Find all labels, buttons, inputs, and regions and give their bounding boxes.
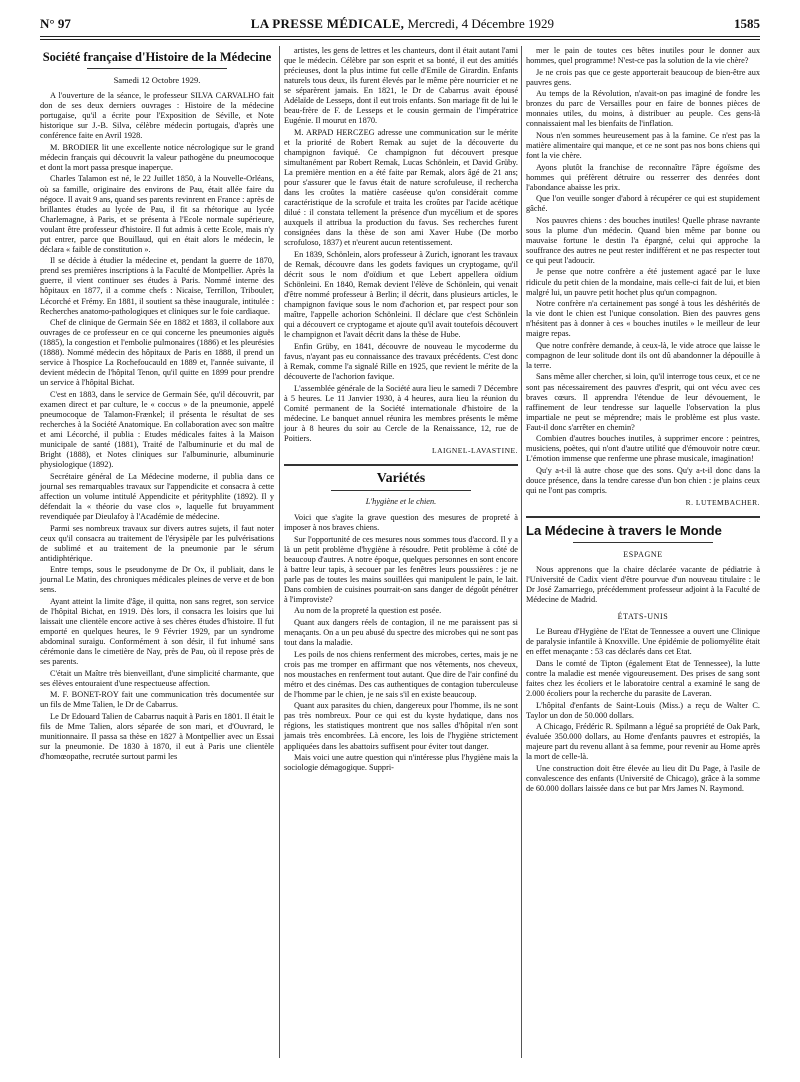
paragraph: artistes, les gens de lettres et les chanteurs, dont il était autant l'ami que le médecin. Célèbre par son esprit et sa bonté, il eut des amitiés précieuses, dont la plus intime fut celle d'Emile de Girardin. Enfants naturels tous deux, ils furent élevés par le même père nourricier et ne se séparèrent jamais. En 1821, le Dr de Cabarrus avait épousé Adélaïde de Lesseps, dont il eut trois enfants. Son mariage fit de lui le beau-frère de F. de Lesseps et le cousin germain de l'impératrice Eugénie. Il mourut en 1870. [284,46,518,126]
paragraph: Nous apprenons que la chaire déclarée vacante de pédiatrie à l'Université de Cadix vient d'être pourvue d'un nouveau titulaire : le Dr José Zamarriego, précédemment professeur adjoint à la Faculté de Médecine de Madrid. [526,565,760,605]
paragraph: A l'ouverture de la séance, le professeur SILVA CARVALHO fait don de ses deux derniers ouvrages : Histoire de la médecine portugaise, qu'il a écrite pour l'Exposition de Séville, et Note historique sur J.-B. Silva, célèbre médecin portugais, d'après une conférence faite en Avril 1928. [40,91,274,141]
article-subtitle: L'hygiène et le chien. [365,496,437,506]
paragraph: Je pense que notre confrère a été justement agacé par le luxe ridicule du petit chien de la mondaine, mais celle-ci fait de lui, et bien malgré lui, un pauvre petit hochet plus qu'un compagnon. [526,267,760,297]
page-header [40,14,760,34]
paragraph: Charles Talamon est né, le 22 Juillet 1850, à la Nouvelle-Orléans, où sa famille, originaire des environs de Pau, était allée faire du négoce. Il avait 9 ans, quand ses parents revinrent en France : après de brillantes études au lycée de Pau, il fit sa rhétorique au lycée Charlemagne, à Paris, et se présenta à l'Ecole normale supérieure, voulant être professeur d'histoire. Il fut admis à cette Ecole, mais n'y put entrer, parce que Bouillaud, qui en était alors le médecin, le déclara « faible de constitution ». [40,174,274,254]
section-separator [526,516,760,518]
paragraph: Entre temps, sous le pseudonyme de Dr Ox, il publiait, dans le journal Le Matin, des chroniques médicales pleines de verve et de bon sens. [40,565,274,595]
paragraph: M. BRODIER lit une excellente notice nécrologique sur le grand médecin français qui découvrit la valeur pathogène du pneumocoque et dont la mort passa presque inaperçue. [40,142,274,172]
paragraph: C'est en 1883, dans le service de Germain Sée, qu'il découvrit, par examen direct et par culture, le « coccus » de la pneumonie, appelé pneumocoque de Talamon-Frænkel; il présenta le résultat de ses recherches à la Société Anatomique. En collaboration avec son maître et ami Lécorché, il publia : Etudes médicales faites à la Maison municipale de santé (1881), Traité de l'albuminurie et du mal de Bright (1888), et Notes cliniques sur l'albuminurie, albuminurie physiologique (1892). [40,389,274,470]
paragraph: Ayons plutôt la franchise de reconnaître l'âpre égoïsme des hommes qui préfèrent détruire ou resserrer des denrées dont l'abondance abaisse les prix. [526,162,760,192]
paragraph: Il se décide à étudier la médecine et, pendant la guerre de 1870, prend ses premières inscriptions à la Faculté de Montpellier. Après la guerre, il vient continuer ses études à Paris. Nommé interne des hôpitaux en 1877, il a comme chefs : Nicaise, Terrillon, Tribouleт, Lécorché et Frémy. En 1881, il soutient sa thèse inaugurale, intitulée : Recherches anatomo-pathologiques et cliniques sur le foie cardiaque. [40,256,274,316]
paragraph: Combien d'autres bouches inutiles, à supprimer encore : peintres, musiciens, poètes, qui n'ont d'autre utilité que d'émouvoir notre cœur. L'émotion immense que renferme une phrase musicale, imagination! [526,434,760,464]
page-number: 1585 [734,16,760,31]
paragraph: Nous n'en sommes heureusement pas à la famine. Ce n'est pas la matière alimentaire qui manque, et ce ne sont pas nos bons chiens qui font la vie chère. [526,130,760,160]
paragraph: Au nom de la propreté la question est posée. [294,606,442,616]
article-body-hygiene-continued [526,46,760,496]
paragraph: Sans même aller chercher, si loin, qu'il interroge tous ceux, et ce ne sont pas nécessairement des pauvres d'esprit, qui ont vécu avec ces braves cœurs. Il apprendra l'étendue de leur dévouement, le raffinement de leur tendresse sur laquelle l'observation la plus impartiale ne peut se méprendre; mais le problème est plus vaste. Faut-il donc s'arrêter en chemin? [526,372,760,432]
paragraph: Enfin Grüby, en 1841, découvre de nouveau le mycoderme du favus, n'ayant pas eu connaissance des travaux précédents. C'est donc à Remak, comme l'a signalé Rille en 1925, que revient le mérite de la découverte de l'achorion favique. [284,341,518,381]
paragraph: L'assemblée générale de la Société aura lieu le samedi 7 Décembre à 5 heures. Le 11 Janvier 1930, à 4 heures, aura lieu la réunion du Comité permanent de la Société internationale d'histoire de la médecine. Le banquet annuel réunira les membres présents le même jour à 8 heures du soir au Cercle de la Renaissance, 12, rue de Poitiers. [284,383,518,443]
paragraph: Notre confrère n'a certainement pas songé à tous les déshérités de la vie dont le chien est l'unique consolation. Bien des pauvres gens n'hésitent pas à donner à ces « bouches inutiles » le meilleur de leur maigre repas. [526,299,760,339]
article-body-continued [284,46,518,444]
paragraph: Au temps de la Révolution, n'avait-on pas imaginé de fondre les bronzes du parc de Versailles pour en faire de bonnes pièces de monnaies utiles, du moins, à distribuer au peuple. Ces gens-là connaissaient mal les bienfaits de l'inflation. [526,89,760,129]
issue-date: Mercredi, 4 Décembre 1929 [407,16,555,31]
news-etats-unis [526,627,760,794]
column-2 [284,46,518,773]
paragraph: Parmi ses nombreux travaux sur divers autres sujets, il faut noter ceux qu'il consacra au traitement de l'érysipèle par les pulvérisations de sublimé et au traitement de la pneumonie par le sérum antidiphtérique. [40,523,274,563]
header-rule-thin [40,39,760,40]
paragraph: Sur l'opportunité de ces mesures nous sommes tous d'accord. Il y a là un petit problème d'hygiène à résoudre. Petit problème à côté de beaucoup d'autres. A notre époque, quelques personnes en sont encore à battre leur tapis, à secouer par les fenêtres leurs poussières : je ne parle pas de toutes les mains souillées qui manipulent le pain, le lait. Dans combien de cuisines pourrait-on sans danger de dégoût pénétrer à l'improviste? [284,534,518,604]
paragraph: Que l'on veuille songer d'abord à récupérer ce qui est stupidement gâché. [526,194,760,214]
section-heading-varietes: Variétés [376,470,426,486]
news-espagne [526,565,760,605]
paragraph: Que notre confrère demande, à ceux-là, le vide atroce que laisse le compagnon de leur solitude dont ils ont dû abandonner la dépouille à la terre. [526,340,760,370]
paragraph: Une construction doit être élevée au lieu dit Du Page, à l'asile de convalescence des enfants (Université de Chicago), grâce à la somme de 60.000 dollars laissée dans ce but par Mrs James N. Raymond. [526,764,760,794]
paragraph: Quant aux parasites du chien, dangereux pour l'homme, ils ne sont pas très nombreux. Pour ce qui est du kyste hydatique, dans nos régions, les statistiques montrent que nos salles d'hôpital n'en sont jamais très encombrées. Là encore, les lois de l'hygiène strictement appliquées dans les abattoirs suffisent pour éviter tout danger. [284,701,518,751]
paragraph: Le Bureau d'Hygiène de l'Etat de Tennessee a ouvert une Clinique de paralysie infantile à Knoxville. Une épidémie de poliomyélite était en effet menaçante : 53 cas déclarés dans cet Etat. [526,627,760,657]
paragraph: Je ne crois pas que ce geste apporterait beaucoup de bien-être aux pauvres gens. [526,67,760,87]
paragraph: Nos pauvres chiens : des bouches inutiles! Quelle phrase navrante sous la plume d'un médecin. Quand bien même par bonne ou mauvaise fortune le destin l'a épargné, celui qui approche la souffrance des autres ne peut rester indifférent et ne pas respecter tout ce qui peut l'adoucir. [526,215,760,265]
country-label-etats-unis: ÉTATS-UNIS [617,612,669,622]
heading-rule [573,542,713,543]
heading-rule [331,490,471,491]
paragraph: mer le pain de toutes ces bêtes inutiles pour le donner aux hommes, quel programme! N'est-ce pas la solution de la vie chère? [526,46,760,66]
column-divider [279,46,280,1058]
issue-number: N° 97 [40,16,71,31]
paragraph: M. ARPAD HERCZEG adresse une communication sur le mérite et la priorité de Robert Remak au sujet de la découverte du champignon faviqué. Ce champignon fut découvert presque simultanément par Robert Remak, Lucas Schönlein, et David Grüby. La première mention en a été faite par Remak, alors âgé de 21 ans; pour s'assurer que le favus était de nature scrofuleuse, il recherchа dans les croûtes la matière caséeuse qu'on considérait comme caractéristique de la scrofule et traita les croûtes par l'acide acétique dilué : il constata tellement la présence d'un mycélium et de spores auxquels il attribua la production du favus. Ses recherches furent consignées dans la thèse de son ami Xaver Hube (De morbo scrofuloso, 1837) et n'eurent aucun retentissement. [284,127,518,248]
paragraph: En 1839, Schönlein, alors professeur à Zurich, ignorant les travaux de Remak, découvre dans les godets faviques un cryptogame, qu'il décrit sous le nom d'oïdium et que Lebert appellera oïdium Schönleini. En 1840, Remak devient l'élève de Schönlein, qui venait d'être nommé professeur à Berlin; il décrit, dans plusieurs articles, le champignon favique sous le nom d'achorion et, par respect pour son maître, l'appelle achorion Schönleini. Il déclare que c'est Schönlein qui a découvert ce cryptogame et ajoute qu'il avait toutefois découvert le champignon et l'avait décrit dans la thèse de Hube. [284,249,518,340]
paragraph: Dans le comté de Tipton (également Etat de Tennessee), la lutte contre la maladie est menée vigoureusement. Des prises de sang sont faites chez les écoliers et le laboratoire central a examiné le sang de 2.000 écoliers pour la recherche du parasite de Laveran. [526,659,760,699]
paragraph: Secrétaire général de La Médecine moderne, il publia dans ce journal ses remarquables travaux sur l'appendicite et consacra à cette affection un volume intitulé Appendicite et pérityphlite (1892). Il y défendait la « théorie du vase clos », laquelle fut bruyamment revendiquée par Dieulafoy à l'Académie de médecine. [40,471,274,522]
journal-title-line [251,16,554,32]
author-signature: LAIGNEL-LAVASTINE. [431,445,518,455]
paragraph: A Chicago, Frédéric R. Spilmann a légué sa propriété de Oak Park, évaluée 350.000 dollars, au Home d'enfants pauvres et estropiés, la majeure part du revenu allant à sa femme, pour revenir au Home après la mort de celle-là. [526,722,760,762]
column-1 [40,46,274,762]
paragraph: Les poils de nos chiens renferment des microbes, certes, mais je ne crois pas me tromper en affirmant que nos vêtements, nos cheveux, nos moustaches en renferment tout autant. Que dire de l'air confiné du métro et des cinémas. Des cas authentiques de contagion tuberculeuse de l'homme par le chien, je ne sais s'il en existe beaucoup. [284,649,518,699]
column-divider [521,46,522,1058]
paragraph: M. F. BONET-ROY fait une communication très documentée sur un fils de Mme Talien, le Dr de Cabarrus. [40,690,274,710]
section-separator [284,464,518,466]
paragraph: L'hôpital d'enfants de Saint-Louis (Miss.) a reçu de Walter C. Taylor un don de 50.000 dollars. [526,700,760,720]
heading-rule [87,68,227,69]
session-date: Samedi 12 Octobre 1929. [113,75,201,86]
paragraph: Qu'y a-t-il là autre chose que des sons. Qu'y a-t-il donc dans la douce présence, dans la tendre caresse d'un bon chien : je plains ceux qui ne l'ont pas compris. [526,465,760,495]
paragraph: Le Dr Edouard Talien de Cabarrus naquit à Paris en 1801. Il était le fils de Mme Talien, alors séparée de son mari, et d'Ouvrard, le munitionnaire. Il passa sa thèse en 1827 à Montpellier avec un Essai sur la pneumonie. De 1830 à 1870, il eut à Paris une clientèle d'homœopathe, recrutée surtout parmi les [40,711,274,762]
column-3 [526,46,760,794]
article-body [40,91,274,762]
paragraph: Ayant atteint la limite d'âge, il quitta, non sans regret, son service de l'hôpital Bichat, en 1919. Dès lors, il consacra les loisirs que lui laissait une clientèle encore active à ses chères études d'histoire. Il fut emporté en quelques heures, le 9 Février 1929, par un syndrome abdominal suraigu. Conformément à son désir, il fut inhumé sans cérémonie dans le cimetière de Nay, près de Pau, où il repose près de ses parents. [40,596,274,667]
section-heading-societe: Société française d'Histoire de la Médecine [42,50,272,64]
paragraph: Quant aux dangers réels de contagion, il ne me paraissent pas si menaçants. On a un peu abusé du spectre des microbes qui ne sont pas tout dans la maladie. [284,617,518,648]
paragraph: Voici que s'agite la grave question des mesures de propreté à imposer à nos braves chiens. [284,512,518,533]
journal-title: LA PRESSE MÉDICALE, [250,16,405,31]
country-label-espagne: ESPAGNE [623,550,663,560]
paragraph: C'était un Maître très bienveillant, d'une simplicité charmante, que ses élèves entouraient d'une respectueuse affection. [40,668,274,688]
paragraph: Mais voici une autre question qui n'intéresse plus l'hygiène mais la sociologie démagogique. Suppri- [284,753,518,773]
section-heading-monde: La Médecine à travers le Monde [526,523,722,539]
article-body-hygiene [284,513,518,773]
author-signature: R. LUTEMBACHER. [685,498,760,508]
header-rule [40,36,760,37]
paragraph: Chef de clinique de Germain Sée en 1882 et 1883, il collabore aux ouvrages de ce professeur en ce qui concerne les pneumonies aiguës (1885), la congestion et l'embolie pulmonaires (1886) et les pleurésies (1888). Nommé médecin des hôpitaux de Paris en 1888, il prend un service à l'hospice La Rochefoucauld en 1889 et, l'année suivante, il devient médecin de l'hôpital Tenon, qu'il quitte en 1899 pour prendre un service à l'hôpital Bichat. [40,318,274,388]
